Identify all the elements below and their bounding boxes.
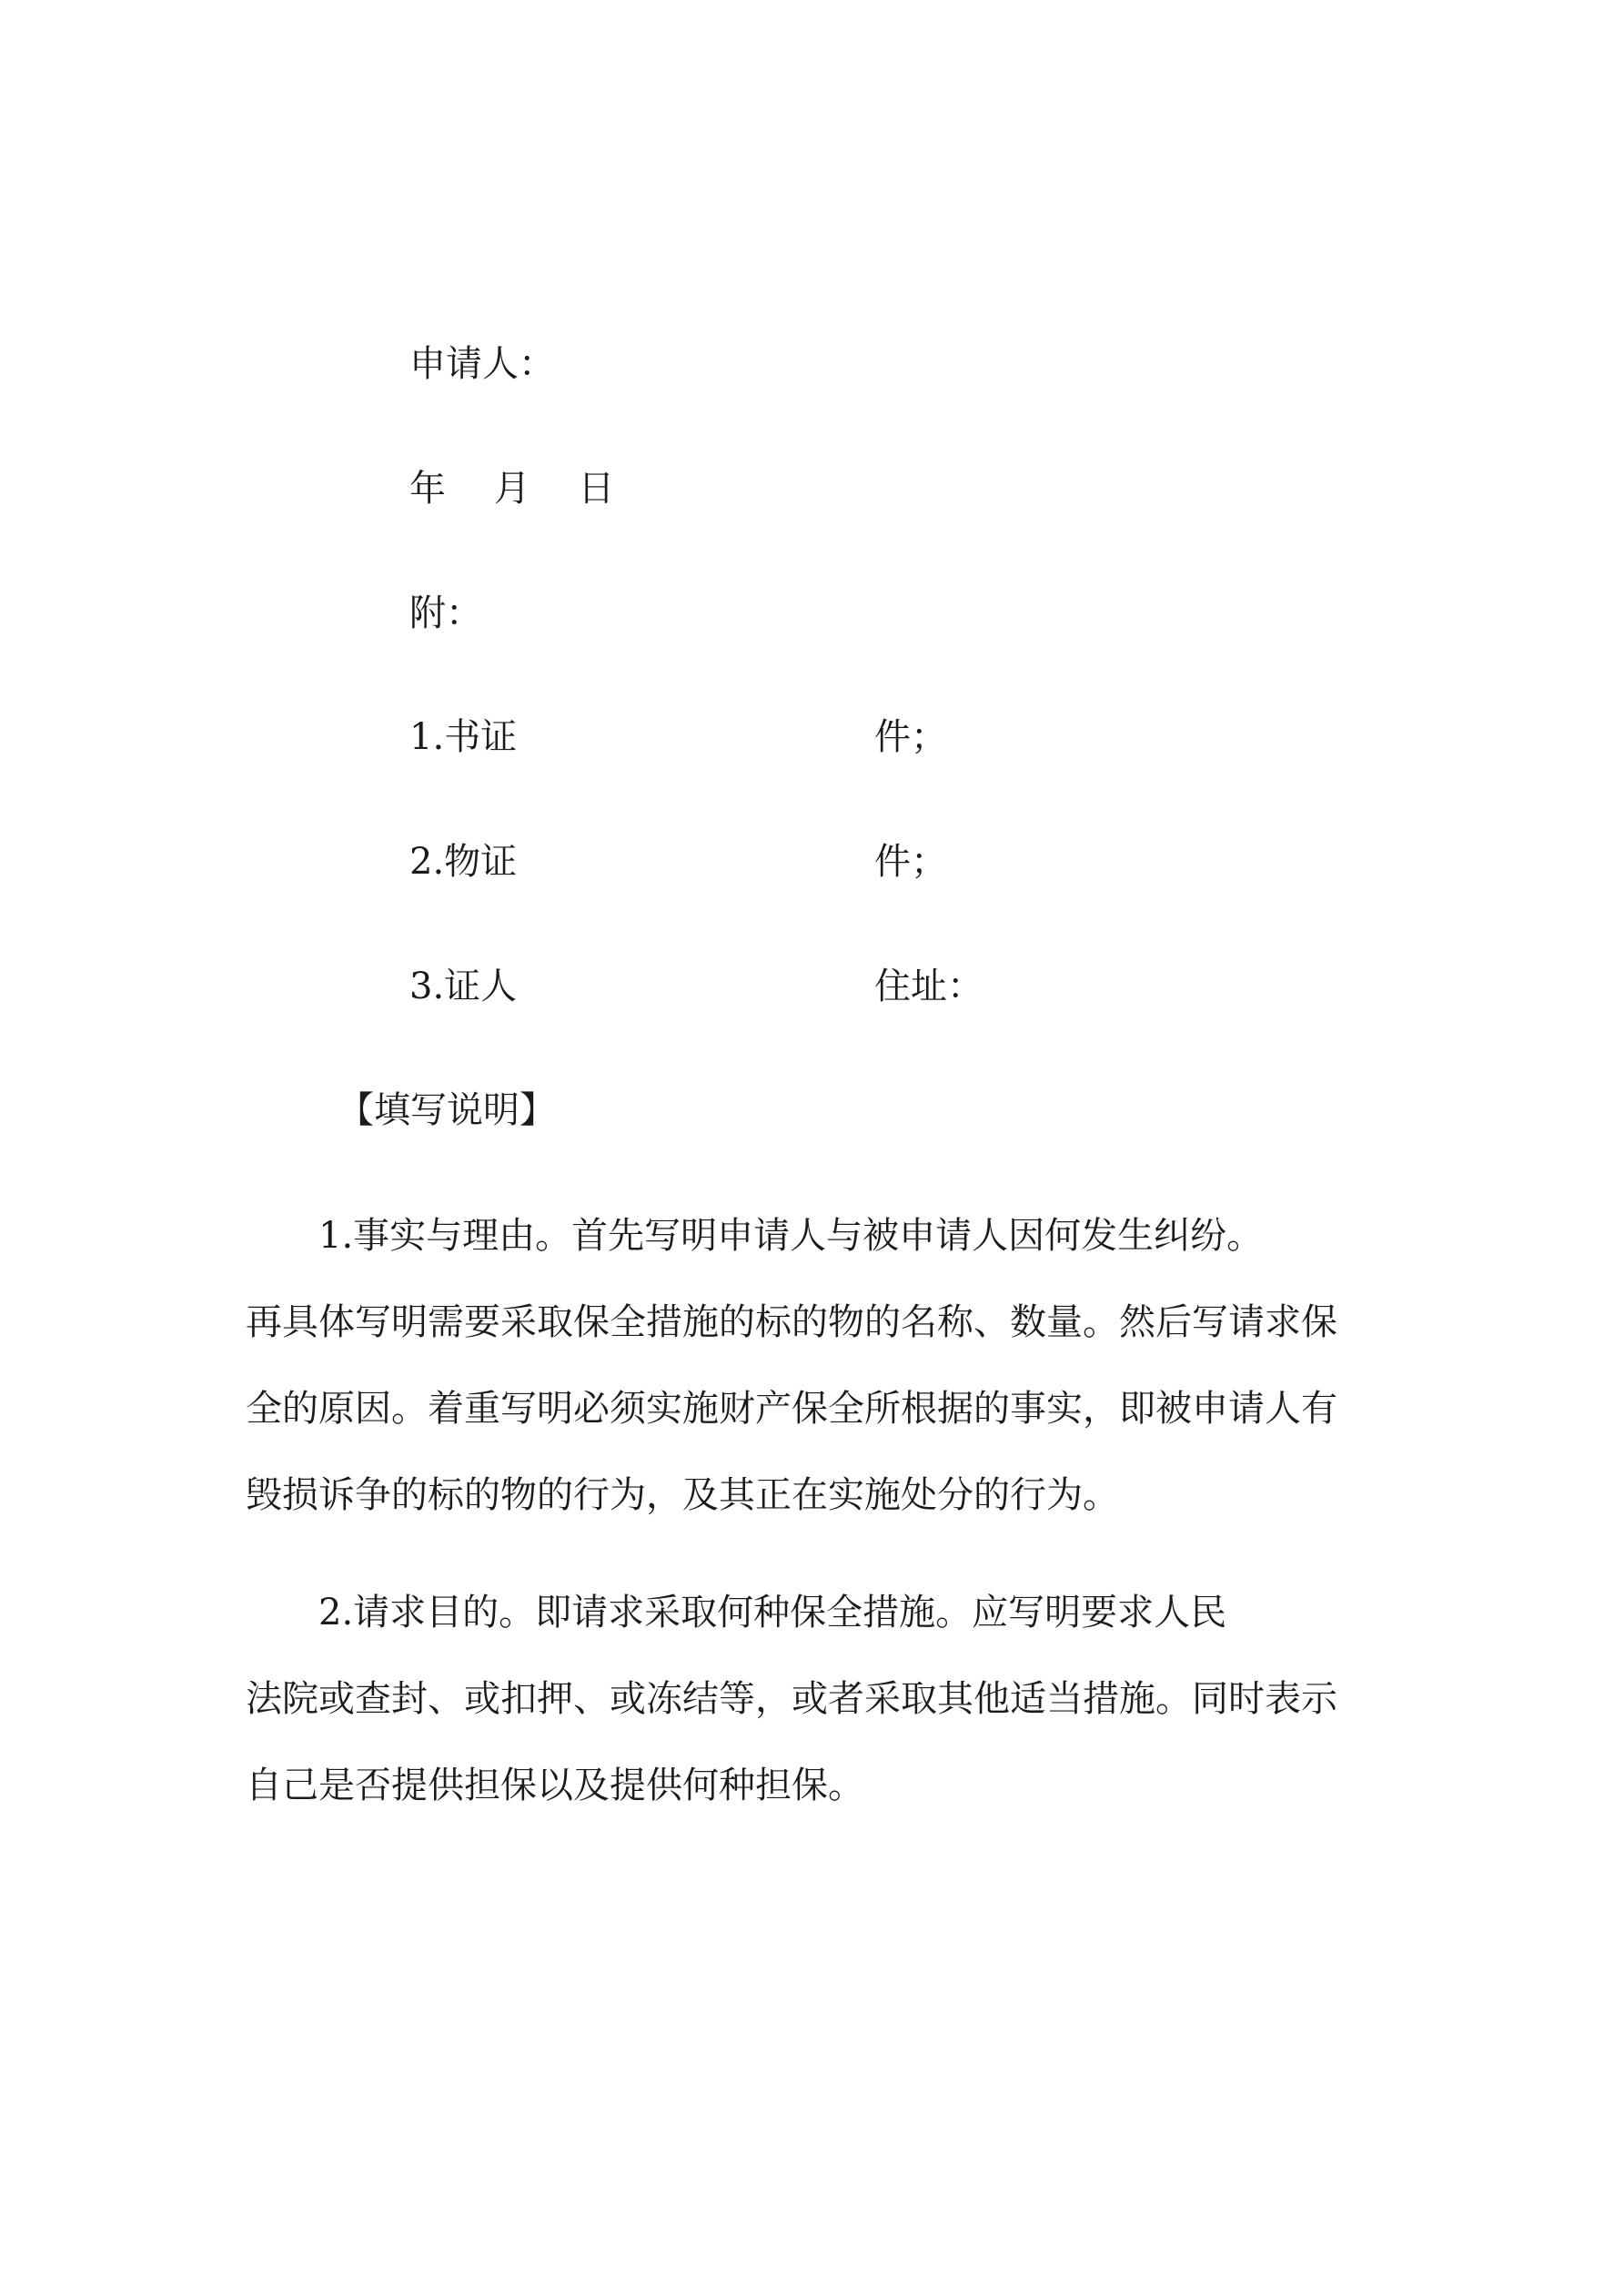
date-line: 年 月 日 — [409, 468, 615, 510]
attachments-heading: 附： — [409, 592, 482, 634]
attachment-item-physical-label: 2.物证 — [409, 841, 518, 883]
paragraph-2-line: 自己是否提供担保以及提供何种担保。 — [246, 1765, 864, 1806]
paragraph-2-line: 法院或查封、或扣押、或冻结等，或者采取其他适当措施。同时表示 — [246, 1678, 1337, 1720]
attachment-item-witness-label: 3.证人 — [409, 966, 518, 1007]
attachment-item-documentary-label: 1.书证 — [409, 716, 518, 758]
paragraph-1-line: 毁损诉争的标的物的行为，及其正在实施处分的行为。 — [246, 1474, 1119, 1516]
attachment-item-physical-count: 件； — [874, 841, 947, 883]
attachment-item-documentary-count: 件； — [874, 716, 947, 758]
applicant-label: 申请人： — [409, 343, 555, 385]
paragraph-1-line: 1.事实与理由。首先写明申请人与被申请人因何发生纠纷。 — [246, 1215, 1264, 1257]
attachment-item-witness-address: 住址： — [874, 966, 983, 1007]
instructions-paragraph-2 — [246, 1591, 1394, 1850]
instructions-heading: 【填写说明】 — [338, 1089, 556, 1131]
paragraph-1-line: 全的原因。着重写明必须实施财产保全所根据的事实，即被申请人有 — [246, 1388, 1337, 1430]
paragraph-1-line: 再具体写明需要采取保全措施的标的物的名称、数量。然后写请求保 — [246, 1301, 1337, 1343]
paragraph-2-line: 2.请求目的。即请求采取何种保全措施。应写明要求人民 — [246, 1592, 1227, 1633]
instructions-paragraph-1 — [246, 1214, 1394, 1560]
